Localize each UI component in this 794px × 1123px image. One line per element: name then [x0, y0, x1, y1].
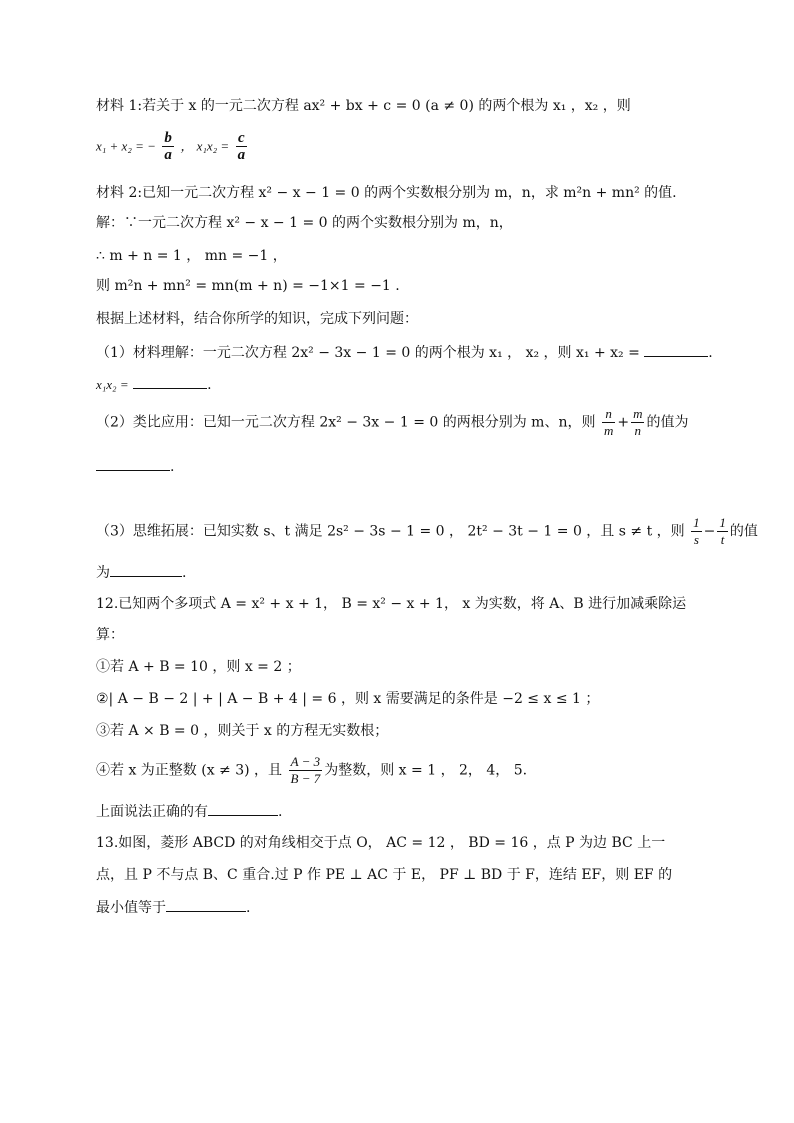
period: . — [170, 459, 175, 475]
p12-answer-label: 上面说法正确的有 — [96, 804, 208, 820]
vieta-prod-left: ， x₁x₂ = — [180, 138, 230, 154]
p12-answer-blank[interactable] — [208, 801, 278, 816]
q3-line2-text: 为 — [96, 565, 110, 581]
q1-text: （1）材料理解：一元二次方程 2x² − 3x − 1 = 0 的两个根为 x₁ ， x₂ ，则 x₁ + x₂ = — [96, 345, 640, 361]
p12-statement-4 — [96, 754, 527, 787]
material2-line1: 材料 2:已知一元二次方程 x² − x − 1 = 0 的两个实数根分别为 m，n，求 m²n + mn² 的值. — [96, 185, 677, 201]
p12-statement-3: ③若 A × B = 0 ，则关于 x 的方程无实数根； — [96, 723, 389, 739]
period: . — [246, 900, 251, 916]
q2-line1 — [96, 406, 688, 439]
q1-line2 — [96, 374, 212, 395]
frac-den: s — [693, 532, 699, 547]
fraction-n-over-m — [602, 406, 615, 439]
fraction-b-over-a — [162, 130, 174, 163]
q1-line1 — [96, 342, 713, 363]
p12-s4-prefix: ④若 x 为正整数 (x ≠ 3) ，且 — [96, 762, 283, 779]
material1-formula — [96, 130, 249, 163]
frac-den: B − 7 — [290, 771, 321, 786]
frac-den: n — [634, 423, 641, 438]
fraction-c-over-a — [236, 130, 248, 163]
q1-answer-blank-1[interactable] — [644, 342, 708, 357]
p13-line2: 点，且 P 不与点 B、C 重合.过 P 作 PE ⊥ AC 于 E， PF ⊥ BD 于 F，连结 EF，则 EF 的 — [96, 867, 673, 883]
fraction-1-over-s — [691, 515, 702, 548]
q3-text: （3）思维拓展：已知实数 s、t 满足 2s² − 3s − 1 = 0 ， 2t² − 3t − 1 = 0 ，且 s ≠ t ，则 — [96, 523, 685, 540]
q1-answer-blank-2[interactable] — [133, 374, 207, 389]
period: . — [278, 804, 283, 820]
p13-line1: 13.如图，菱形 ABCD 的对角线相交于点 O， AC = 12 ， BD = 16 ，点 P 为边 BC 上一 — [96, 835, 666, 851]
frac-num: 1 — [693, 515, 700, 530]
period: . — [207, 377, 212, 393]
frac-num: n — [602, 406, 615, 423]
minus-sign: − — [703, 523, 716, 540]
fraction-m-over-n — [631, 406, 644, 439]
frac-num: A − 3 — [289, 754, 323, 771]
q2-answer-blank[interactable] — [96, 456, 170, 471]
frac-den: m — [603, 423, 614, 438]
q3-line2 — [96, 562, 186, 583]
fraction-1-over-t — [717, 515, 728, 548]
frac-den: a — [164, 147, 172, 163]
q2-text: （2）类比应用：已知一元二次方程 2x² − 3x − 1 = 0 的两根分别为 m、n，则 — [96, 414, 596, 431]
fraction-a3-over-b7 — [289, 754, 323, 787]
q2-line2 — [96, 456, 174, 477]
q3-tail: 的值 — [729, 523, 758, 540]
p12-answer-line — [96, 801, 282, 822]
plus-sign: + — [617, 414, 630, 431]
frac-num: b — [164, 130, 172, 146]
vieta-sum-left: x₁ + x₂ = − — [96, 138, 156, 154]
p12-line2: 算： — [96, 627, 124, 643]
q3-line1 — [96, 515, 758, 548]
frac-num: m — [633, 406, 643, 421]
q3-answer-blank[interactable] — [110, 562, 182, 577]
frac-num: c — [236, 130, 248, 147]
period: . — [708, 345, 713, 361]
material2-line4: 则 m²n + mn² = mn(m + n) = −1×1 = −1 . — [96, 278, 400, 294]
frac-den: a — [237, 147, 246, 163]
material2-line2: 解：∵一元二次方程 x² − x − 1 = 0 的两个实数根分别为 m，n， — [96, 215, 513, 231]
p12-statement-2: ②| A − B − 2 | + | A − B + 4 | = 6 ，则 x 需要满足的条件是 −2 ≤ x ≤ 1 ； — [96, 691, 600, 707]
p12-statement-1: ①若 A + B = 10 ，则 x = 2 ； — [96, 659, 301, 675]
q2-tail: 的值为 — [646, 414, 689, 431]
p13-line3-text: 最小值等于 — [96, 900, 166, 916]
frac-num: 1 — [719, 515, 726, 530]
p13-answer-blank[interactable] — [166, 897, 246, 912]
p12-line1: 12.已知两个多项式 A = x² + x + 1， B = x² − x + 1， x 为实数，将 A、B 进行加减乘除运 — [96, 596, 687, 612]
frac-den: t — [720, 532, 725, 547]
material2-line3: ∴ m + n = 1 ， mn = −1 ， — [96, 248, 287, 264]
material1-line1: 材料 1:若关于 x 的一元二次方程 ax² + bx + c = 0 (a ≠ 0) 的两个根为 x₁ ，x₂ ，则 — [96, 98, 631, 114]
period: . — [182, 565, 187, 581]
p13-line3 — [96, 897, 250, 918]
p12-s4-suffix: 为整数，则 x = 1 ， 2， 4， 5. — [324, 762, 528, 779]
q1-prod-label: x₁x₂ = — [96, 377, 129, 392]
intro-text: 根据上述材料，结合你所学的知识，完成下列问题： — [96, 311, 418, 327]
